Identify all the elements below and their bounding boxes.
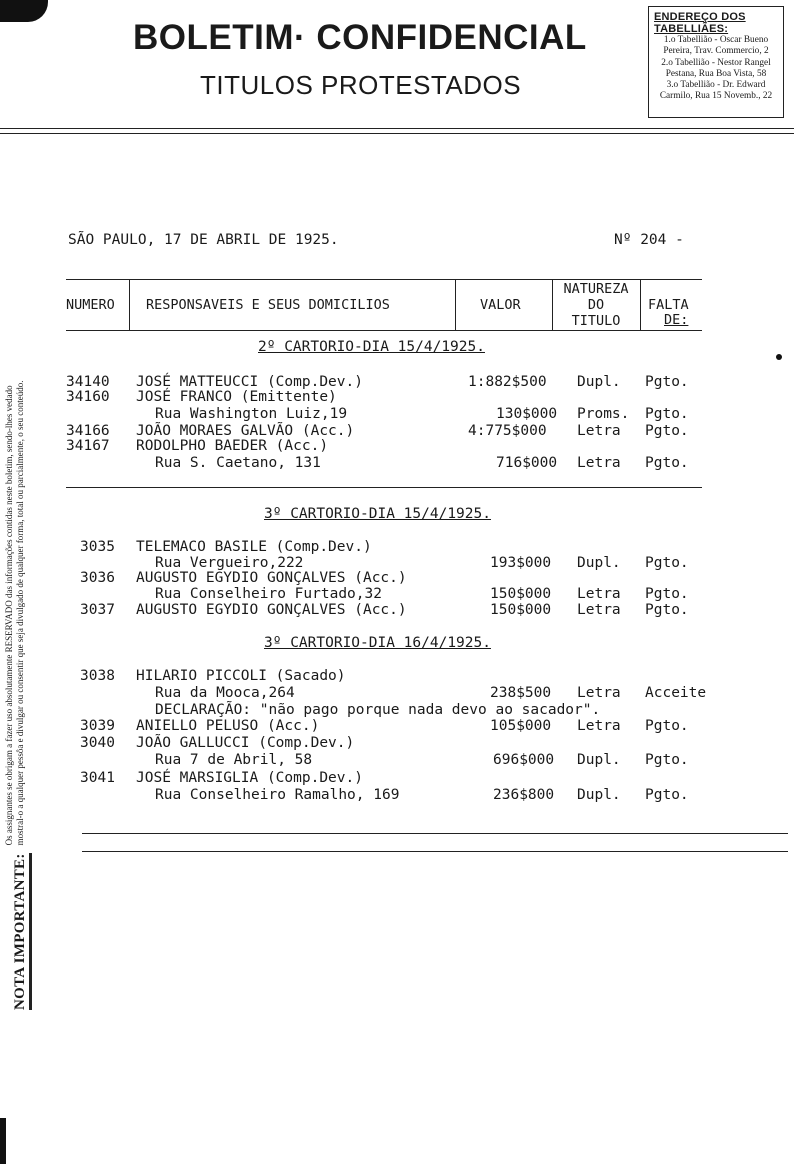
column-divider xyxy=(455,280,456,330)
address-line: Pestana, Rua Boa Vista, 58 xyxy=(665,68,767,79)
entry-natureza: Letra xyxy=(577,586,621,602)
entry-name: JOSÉ MATTEUCCI (Comp.Dev.) xyxy=(136,374,363,390)
entry-name: JOÃO GALLUCCI (Comp.Dev.) xyxy=(136,735,355,751)
entry-number: 3040 xyxy=(80,735,115,751)
header-rule-bottom xyxy=(0,133,794,134)
scan-mark-edge xyxy=(0,1118,6,1164)
entry-number: 3039 xyxy=(80,718,115,734)
entry-number: 3037 xyxy=(80,602,115,618)
entry-natureza: Letra xyxy=(577,685,621,701)
entry-address: Rua Vergueiro,222 xyxy=(155,555,304,571)
section-heading: 3º CARTORIO-DIA 16/4/1925. xyxy=(264,635,491,651)
address-line: Pereira, Trav. Commercio, 2 xyxy=(663,46,769,57)
address-line: Carmilo, Rua 15 Novemb., 22 xyxy=(659,91,773,102)
section-heading: 3º CARTORIO-DIA 15/4/1925. xyxy=(264,506,491,522)
address-box xyxy=(648,6,784,118)
header-falta: DE: xyxy=(664,312,689,328)
header-numero: NUMERO xyxy=(66,297,115,313)
entry-address: Rua da Mooca,264 xyxy=(155,685,295,701)
entry-address: Rua Washington Luiz,19 xyxy=(155,406,348,422)
entry-address: Rua S. Caetano, 131 xyxy=(155,455,321,471)
entry-valor: 236$800 xyxy=(493,787,555,803)
entry-valor: 716$000 xyxy=(496,455,558,471)
entry-name: TELEMACO BASILE (Comp.Dev.) xyxy=(136,539,372,555)
entry-number: 3041 xyxy=(80,770,115,786)
table-header xyxy=(66,279,702,331)
entry-natureza: Proms. xyxy=(577,406,630,422)
entry-name: AUGUSTO EGYDIO GONÇALVES (Acc.) xyxy=(136,602,407,618)
entry-name: JOSÉ FRANCO (Emittente) xyxy=(136,389,337,405)
column-divider xyxy=(640,280,641,330)
entry-name: ANIELLO PELUSO (Acc.) xyxy=(136,718,320,734)
entry-natureza: Letra xyxy=(577,455,621,471)
address-line: 3.o Tabellião - Dr. Edward xyxy=(666,80,766,91)
entry-falta: Acceite xyxy=(645,685,707,701)
entry-name: AUGUSTO EGYDIO GONÇALVES (Acc.) xyxy=(136,570,407,586)
header-natureza: TITULO xyxy=(571,313,621,329)
scan-mark-topleft xyxy=(0,0,48,22)
sidebar-label: NOTA IMPORTANTE: xyxy=(12,853,32,1010)
sidebar-text-line: mostral-o a qualquer pessôa e divulgar ou consentir que seja divulgado de qualquer forma, total ou parcialmente, o seu conteúdo. xyxy=(15,380,25,846)
address-box-title: ENDEREÇO DOS TABELLIÃES: xyxy=(654,11,746,35)
entry-natureza: Dupl. xyxy=(577,555,621,571)
entry-natureza: Dupl. xyxy=(577,752,621,768)
entry-number: 34160 xyxy=(66,389,110,405)
entry-falta: Pgto. xyxy=(645,374,689,390)
header-natureza: NATUREZA xyxy=(563,281,629,297)
header-valor: VALOR xyxy=(480,297,521,313)
entry-name: HILARIO PICCOLI (Sacado) xyxy=(136,668,346,684)
sidebar-text-line: Os assignantes se obrigam a fazer uso absolutamente RESERVADO das informações contidas neste boletim, sendo-lhes vedado xyxy=(4,385,14,846)
address-line: 1.o Tabellião - Oscar Bueno xyxy=(663,35,769,45)
entry-valor: 1:882$500 xyxy=(468,374,547,390)
entry-falta: Pgto. xyxy=(645,752,689,768)
entry-falta: Pgto. xyxy=(645,455,689,471)
entry-valor: 130$000 xyxy=(496,406,558,422)
entry-declaration: DECLARAÇÃO: "não pago porque nada devo ao sacador". xyxy=(155,702,601,718)
header-natureza: DO xyxy=(587,297,605,313)
scan-dot xyxy=(776,354,782,360)
entry-natureza: Dupl. xyxy=(577,374,621,390)
bulletin-title: BOLETIM· CONFIDENCIAL xyxy=(133,18,587,57)
section-divider xyxy=(66,487,702,488)
entry-natureza: Letra xyxy=(577,423,621,439)
entry-falta: Pgto. xyxy=(645,586,689,602)
entry-natureza: Dupl. xyxy=(577,787,621,803)
entry-natureza: Letra xyxy=(577,602,621,618)
entry-natureza: Letra xyxy=(577,718,621,734)
place-date: SÃO PAULO, 17 DE ABRIL DE 1925. xyxy=(68,232,339,248)
entry-name: JOÃO MORAES GALVÃO (Acc.) xyxy=(136,423,355,439)
entry-name: JOSÉ MARSIGLIA (Comp.Dev.) xyxy=(136,770,363,786)
closing-rule xyxy=(82,851,788,852)
header-rule-top xyxy=(0,128,794,129)
entry-falta: Pgto. xyxy=(645,423,689,439)
bulletin-number: Nº 204 - xyxy=(614,232,684,248)
entry-number: 34166 xyxy=(66,423,110,439)
entry-address: Rua 7 de Abril, 58 xyxy=(155,752,313,768)
header-falta: FALTA xyxy=(648,297,689,313)
entry-address: Rua Conselheiro Ramalho, 169 xyxy=(155,787,400,803)
entry-number: 34140 xyxy=(66,374,110,390)
entry-valor: 150$000 xyxy=(490,586,552,602)
entry-falta: Pgto. xyxy=(645,555,689,571)
entry-falta: Pgto. xyxy=(645,406,689,422)
address-line: 2.o Tabellião - Nestor Rangel xyxy=(661,57,771,68)
sidebar-note xyxy=(4,150,54,1010)
bulletin-subtitle: TITULOS PROTESTADOS xyxy=(200,70,522,100)
entry-valor: 193$000 xyxy=(490,555,552,571)
entry-valor: 238$500 xyxy=(490,685,552,701)
entry-address: Rua Conselheiro Furtado,32 xyxy=(155,586,382,602)
entry-valor: 4:775$000 xyxy=(468,423,547,439)
entry-valor: 696$000 xyxy=(493,752,555,768)
entry-valor: 105$000 xyxy=(490,718,552,734)
header-responsaveis: RESPONSAVEIS E SEUS DOMICILIOS xyxy=(146,297,390,313)
section-heading: 2º CARTORIO-DIA 15/4/1925. xyxy=(258,339,485,355)
entry-valor: 150$000 xyxy=(490,602,552,618)
entry-falta: Pgto. xyxy=(645,602,689,618)
entry-falta: Pgto. xyxy=(645,718,689,734)
entry-number: 34167 xyxy=(66,438,110,454)
entry-number: 3035 xyxy=(80,539,115,555)
entry-number: 3036 xyxy=(80,570,115,586)
entry-number: 3038 xyxy=(80,668,115,684)
entry-name: RODOLPHO BAEDER (Acc.) xyxy=(136,438,329,454)
closing-rule xyxy=(82,833,788,834)
entry-falta: Pgto. xyxy=(645,787,689,803)
column-divider xyxy=(129,280,130,330)
